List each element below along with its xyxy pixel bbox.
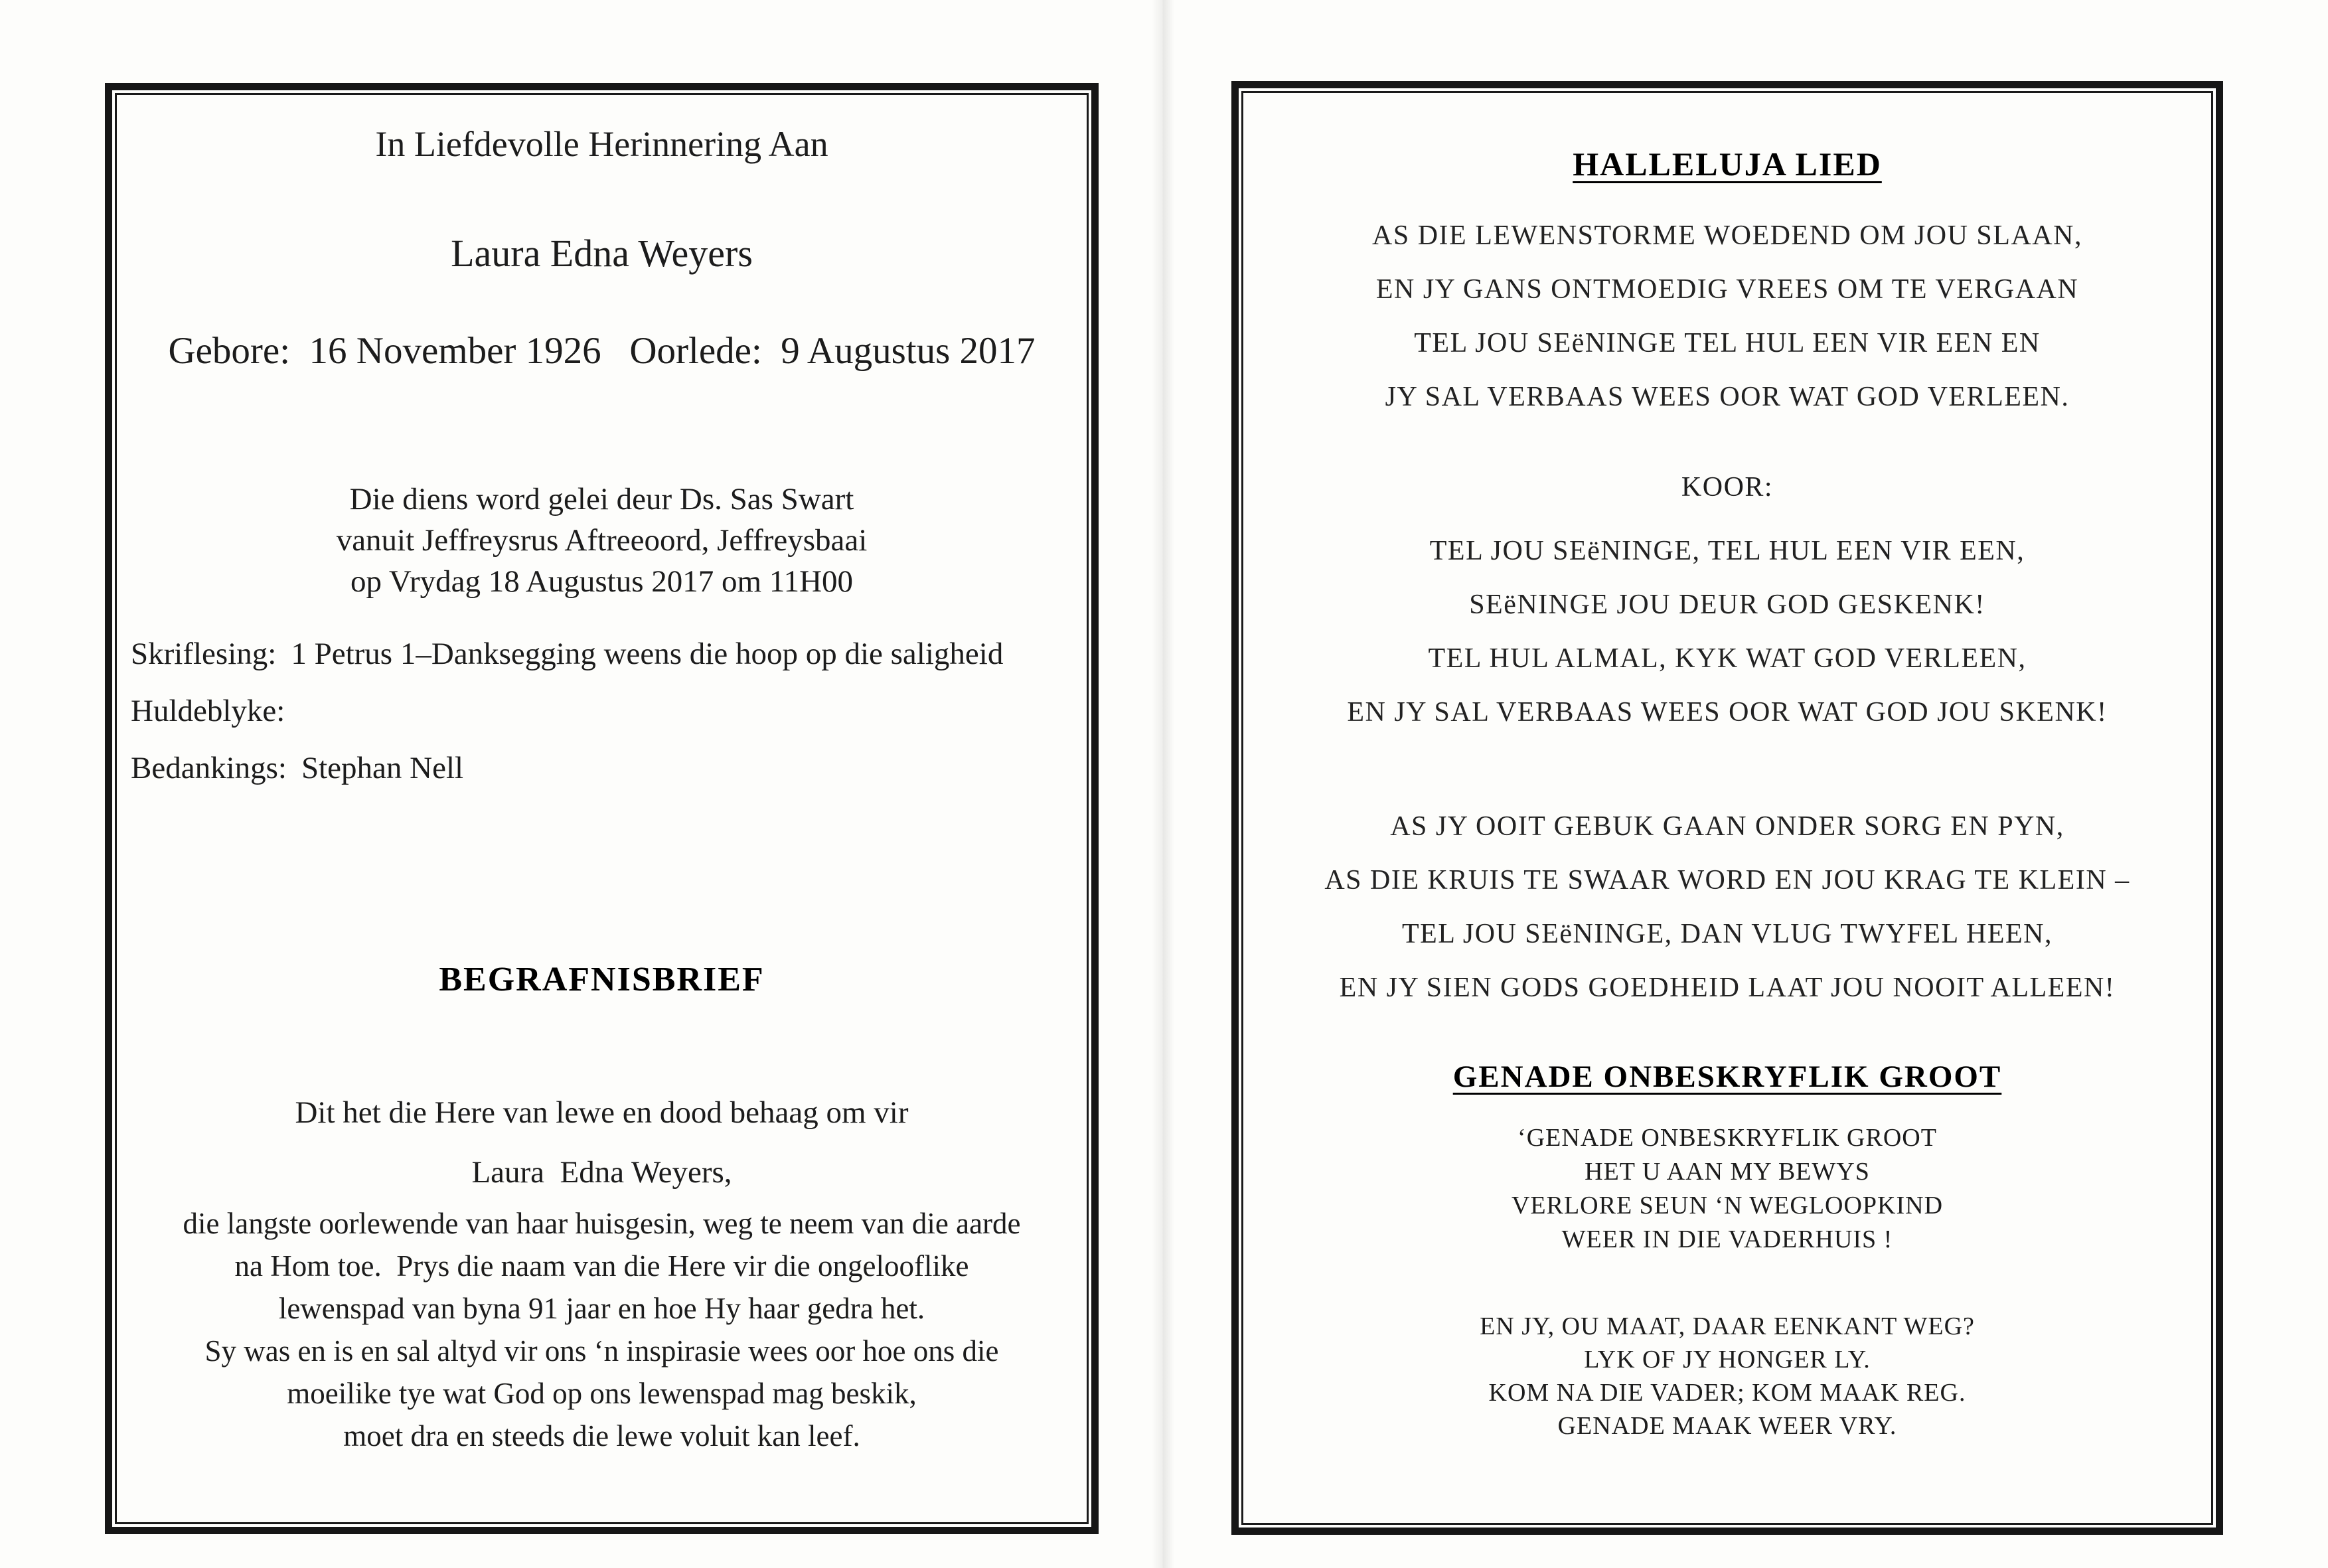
text-line: GENADE MAAK WEER VRY. — [1557, 1412, 1897, 1440]
hymn2-title-text: GENADE ONBESKRYFLIK GROOT — [1452, 1059, 2002, 1094]
text-line: AS DIE LEWENSTORME WOEDEND OM JOU SLAAN, — [1372, 220, 2082, 251]
text-line: Sy was en is en sal altyd vir ons ‘n inspirasie wees oor hoe ons die — [204, 1334, 999, 1368]
program-value: 1 Petrus 1–Danksegging weens die hoop op die saligheid — [291, 637, 1004, 671]
text-line: SEëNINGE JOU DEUR GOD GESKENK! — [1469, 589, 1985, 620]
text-line: ‘GENADE ONBESKRYFLIK GROOT — [1517, 1124, 1937, 1152]
hymn1-verse1 — [1239, 209, 2216, 424]
program-item-skriflesing — [131, 636, 1091, 693]
text-line: WEER IN DIE VADERHUIS ! — [1561, 1225, 1893, 1253]
deceased-name — [112, 231, 1091, 275]
left-page — [105, 83, 1099, 1534]
text-line: Dit het die Here van lewe en dood behaag om vir — [295, 1095, 909, 1130]
memorial-header-text: In Liefdevolle Herinnering Aan — [375, 124, 828, 164]
text-line: die langste oorlewende van haar huisgesin, weg te neem van die aarde — [183, 1207, 1021, 1240]
text-line: TEL JOU SEëNINGE, DAN VLUG TWYFEL HEEN, — [1401, 919, 2053, 949]
section-title-text: BEGRAFNISBRIEF — [439, 961, 765, 998]
text-line: moet dra en steeds die lewe voluit kan leef. — [343, 1419, 860, 1452]
hymn2-verse2 — [1239, 1310, 2216, 1443]
right-page — [1231, 81, 2223, 1535]
text-line: Laura Edna Weyers, — [471, 1155, 732, 1190]
text-line: AS DIE KRUIS TE SWAAR WORD EN JOU KRAG TE KLEIN – — [1324, 865, 2130, 896]
program-item-bedankings — [131, 750, 1091, 807]
text-line: na Hom toe. Prys die naam van die Here vir die ongelooflike — [234, 1249, 969, 1283]
text-line: JY SAL VERBAAS WEES OOR WAT GOD VERLEEN. — [1385, 382, 2070, 412]
program-item-huldeblyke — [131, 693, 1091, 750]
hymn2-title — [1239, 1059, 2216, 1095]
eulogy-body — [112, 1202, 1091, 1457]
hymn2-verse1 — [1239, 1121, 2216, 1257]
text-line: EN JY SIEN GODS GOEDHEID LAAT JOU NOOIT ALLEEN! — [1339, 973, 2116, 1003]
birth-death-dates-text: Gebore: 16 November 1926 Oorlede: 9 Augustus 2017 — [168, 330, 1036, 372]
text-line: KOM NA DIE VADER; KOM MAAK REG. — [1488, 1379, 1966, 1407]
deceased-name-text: Laura Edna Weyers — [451, 232, 753, 275]
text-line: EN JY SAL VERBAAS WEES OOR WAT GOD JOU SKENK! — [1347, 697, 2108, 728]
program-label: Huldeblyke: — [131, 694, 285, 728]
hymn1-verse2 — [1239, 800, 2216, 1015]
chorus-label — [1239, 471, 2216, 503]
section-title-begrafnisbrief — [112, 960, 1091, 999]
hymn1-chorus — [1239, 524, 2216, 740]
text-line: TEL HUL ALMAL, KYK WAT GOD VERLEEN, — [1428, 643, 2027, 674]
text-line: EN JY, OU MAAT, DAAR EENKANT WEG? — [1480, 1312, 1975, 1340]
text-line: TEL JOU SEëNINGE, TEL HUL EEN VIR EEN, — [1429, 536, 2025, 566]
program-list — [112, 636, 1091, 807]
program-label: Bedankings: — [131, 751, 287, 785]
eulogy-intro — [112, 1083, 1091, 1202]
memorial-header — [112, 123, 1091, 165]
center-fold-crease — [1152, 0, 1174, 1568]
text-line: TEL JOU SEëNINGE TEL HUL EEN VIR EEN EN — [1414, 328, 2041, 358]
text-line: AS JY OOIT GEBUK GAAN ONDER SORG EN PYN, — [1390, 811, 2064, 842]
text-line: LYK OF JY HONGER LY. — [1584, 1346, 1871, 1373]
text-line: Die diens word gelei deur Ds. Sas Swart — [349, 482, 854, 516]
text-line: vanuit Jeffreysrus Aftreeoord, Jeffreysbaai — [336, 523, 868, 558]
text-line: EN JY GANS ONTMOEDIG VREES OM TE VERGAAN — [1375, 274, 2079, 305]
hymn1-title-text: HALLELUJA LIED — [1573, 145, 1882, 183]
text-line: lewenspad van byna 91 jaar en hoe Hy haar gedra het. — [278, 1292, 925, 1325]
text-line: HET U AAN MY BEWYS — [1585, 1158, 1870, 1186]
service-details — [112, 479, 1091, 602]
hymn1-title — [1239, 145, 2216, 183]
chorus-label-text: KOOR: — [1681, 472, 1774, 503]
birth-death-dates — [112, 329, 1091, 372]
program-value: Stephan Nell — [301, 751, 464, 785]
text-line: op Vrydag 18 Augustus 2017 om 11H00 — [350, 564, 854, 599]
text-line: VERLORE SEUN ‘N WEGLOOPKIND — [1511, 1192, 1944, 1219]
text-line: moeilike tye wat God op ons lewenspad mag beskik, — [287, 1377, 917, 1410]
program-label: Skriflesing: — [131, 637, 277, 671]
